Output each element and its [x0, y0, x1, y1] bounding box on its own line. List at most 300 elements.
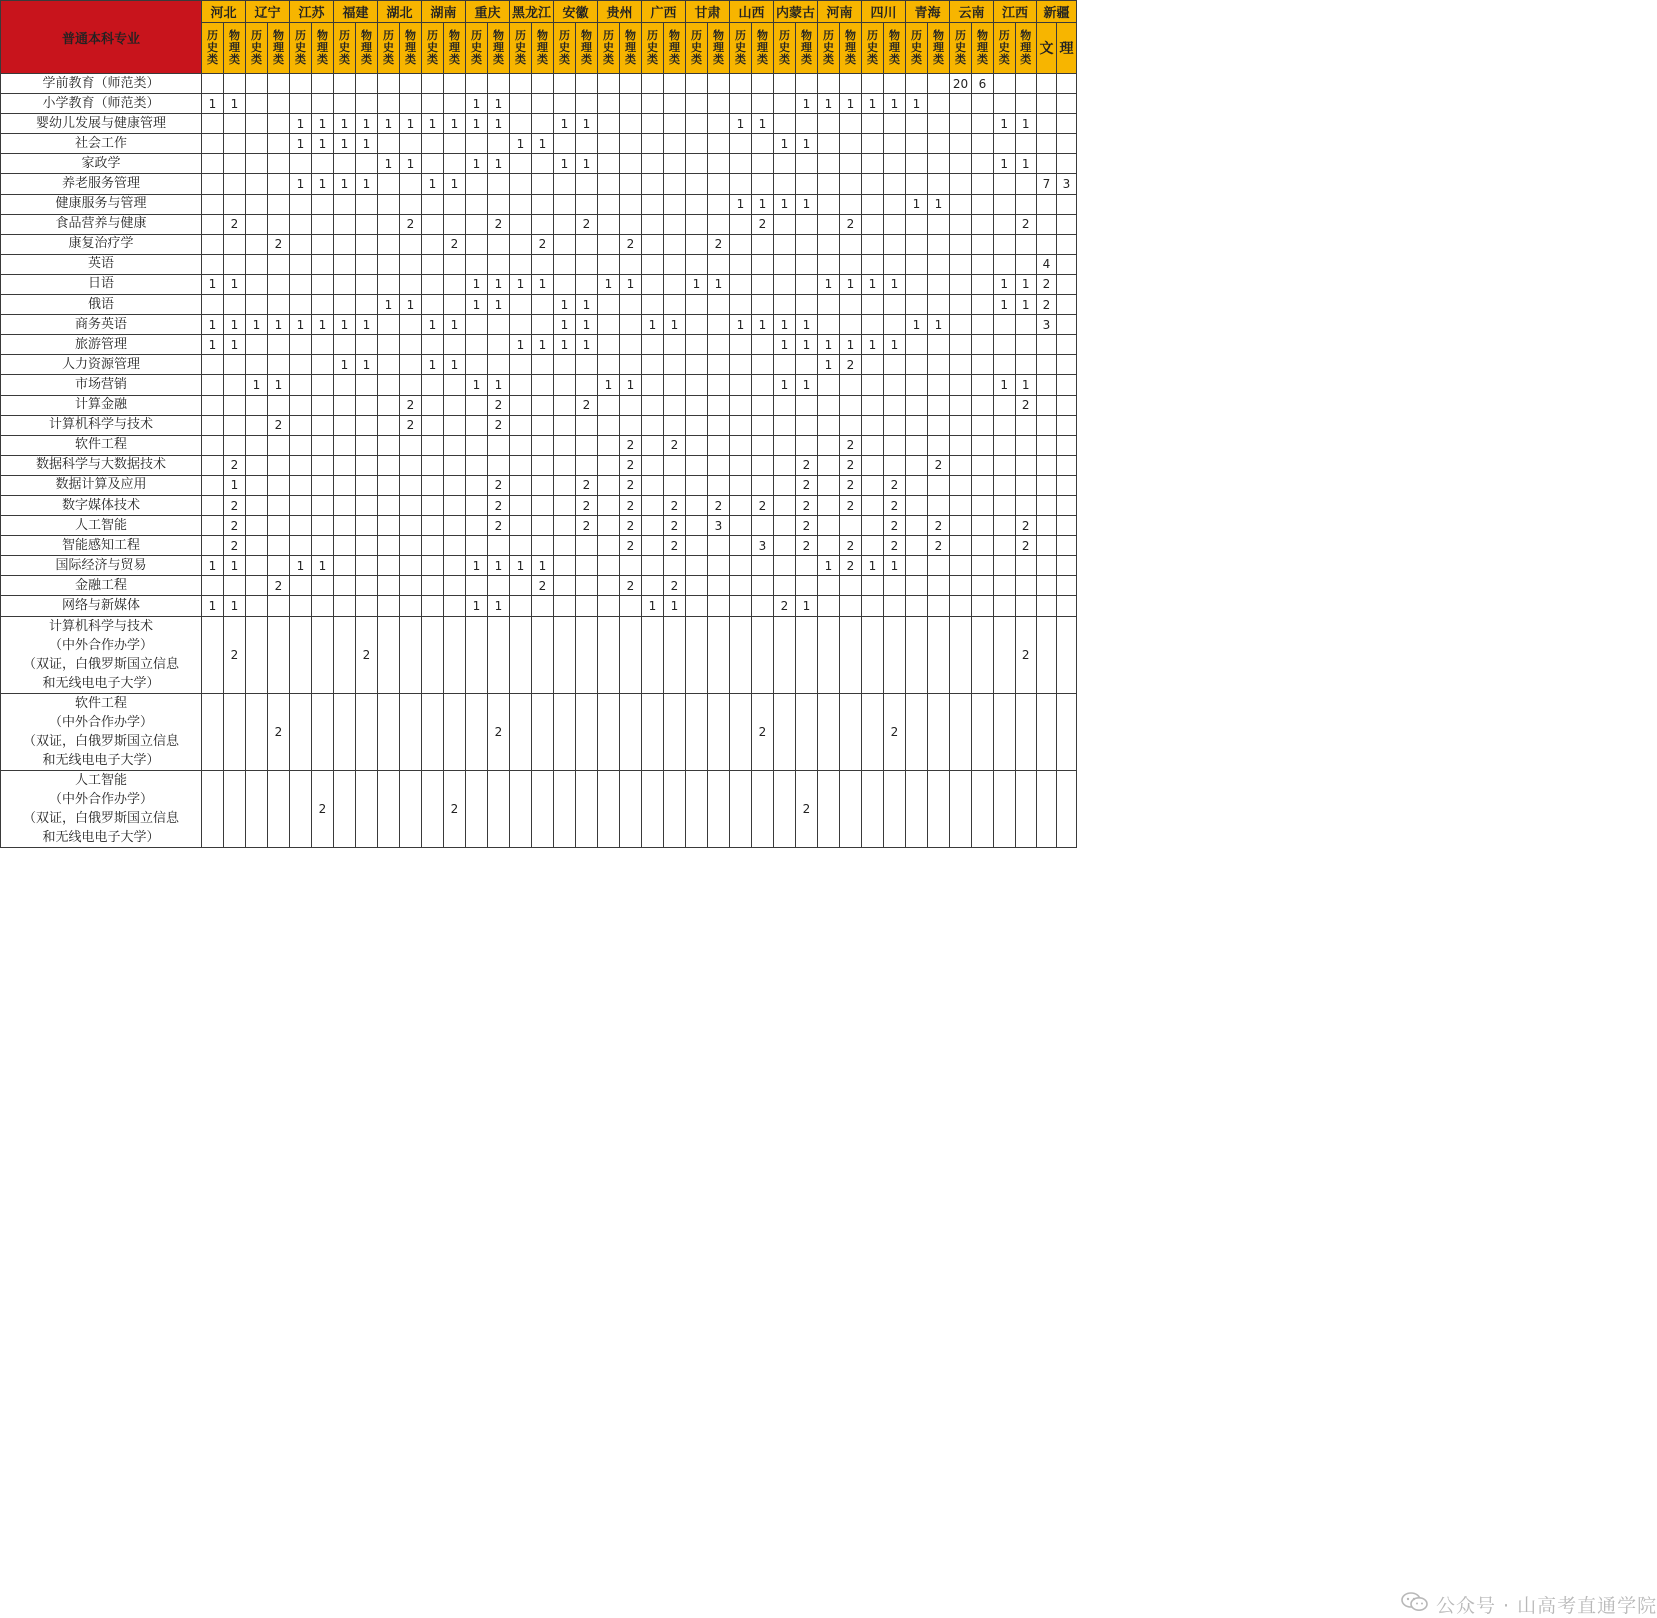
quota-cell	[1057, 214, 1077, 234]
quota-cell	[532, 616, 554, 693]
quota-cell	[708, 134, 730, 154]
quota-cell	[554, 435, 576, 455]
quota-cell	[598, 556, 620, 576]
quota-cell	[1057, 335, 1077, 355]
quota-cell	[796, 395, 818, 415]
quota-cell: 2	[840, 435, 862, 455]
quota-cell	[906, 234, 928, 254]
province-header: 山西	[730, 1, 774, 23]
quota-cell	[400, 315, 422, 335]
quota-cell	[994, 770, 1016, 847]
quota-cell	[708, 415, 730, 435]
quota-cell	[422, 596, 444, 616]
quota-cell	[268, 194, 290, 214]
quota-cell	[840, 254, 862, 274]
major-name: 计算机科学与技术	[1, 415, 202, 435]
quota-cell	[554, 616, 576, 693]
quota-cell	[730, 154, 752, 174]
quota-cell	[488, 355, 510, 375]
quota-cell: 2	[620, 435, 642, 455]
quota-cell: 2	[796, 495, 818, 515]
quota-cell	[202, 114, 224, 134]
category-header: 历 史 类	[686, 23, 708, 74]
quota-cell	[554, 455, 576, 475]
quota-cell	[928, 395, 950, 415]
quota-cell	[774, 234, 796, 254]
major-name: 学前教育（师范类）	[1, 74, 202, 94]
quota-cell	[444, 395, 466, 415]
quota-cell	[532, 194, 554, 214]
category-header: 历 史 类	[334, 23, 356, 74]
quota-cell	[818, 536, 840, 556]
quota-cell	[686, 254, 708, 274]
quota-cell: 1	[598, 274, 620, 294]
quota-cell: 2	[884, 475, 906, 495]
quota-cell	[906, 274, 928, 294]
quota-cell	[1057, 435, 1077, 455]
quota-cell	[378, 335, 400, 355]
quota-cell: 1	[510, 274, 532, 294]
quota-cell	[906, 556, 928, 576]
quota-cell	[1057, 234, 1077, 254]
quota-cell	[290, 495, 312, 515]
quota-cell: 2	[620, 536, 642, 556]
quota-cell: 2	[224, 516, 246, 536]
quota-cell	[950, 295, 972, 315]
quota-cell: 2	[1015, 395, 1037, 415]
quota-cell	[312, 693, 334, 770]
quota-cell: 1	[818, 274, 840, 294]
quota-cell	[752, 415, 774, 435]
quota-cell	[400, 475, 422, 495]
quota-cell: 2	[576, 495, 598, 515]
quota-cell	[598, 395, 620, 415]
quota-cell	[686, 770, 708, 847]
quota-cell: 1	[202, 335, 224, 355]
quota-cell	[950, 576, 972, 596]
quota-cell	[1015, 234, 1037, 254]
quota-cell	[422, 94, 444, 114]
quota-cell	[686, 455, 708, 475]
quota-cell	[796, 234, 818, 254]
quota-cell	[752, 234, 774, 254]
quota-cell: 1	[466, 154, 488, 174]
quota-cell	[510, 770, 532, 847]
quota-cell	[312, 254, 334, 274]
quota-cell	[642, 395, 664, 415]
quota-cell	[444, 616, 466, 693]
province-header: 广西	[642, 1, 686, 23]
quota-cell	[686, 194, 708, 214]
quota-cell	[224, 395, 246, 415]
quota-cell	[730, 415, 752, 435]
quota-cell	[422, 254, 444, 274]
category-header: 历 史 类	[774, 23, 796, 74]
quota-cell	[774, 576, 796, 596]
quota-cell: 1	[774, 335, 796, 355]
quota-cell	[202, 415, 224, 435]
quota-cell	[224, 234, 246, 254]
quota-cell	[598, 415, 620, 435]
quota-cell	[972, 415, 994, 435]
quota-cell	[972, 154, 994, 174]
quota-cell: 1	[796, 375, 818, 395]
quota-cell	[994, 214, 1016, 234]
quota-cell	[884, 154, 906, 174]
quota-cell	[1037, 596, 1057, 616]
table-row	[1, 616, 1077, 693]
quota-cell	[532, 355, 554, 375]
quota-cell	[774, 254, 796, 274]
quota-cell: 1	[1015, 295, 1037, 315]
province-header: 重庆	[466, 1, 510, 23]
quota-cell	[972, 435, 994, 455]
quota-cell	[246, 134, 268, 154]
quota-cell	[598, 154, 620, 174]
quota-cell	[752, 74, 774, 94]
quota-cell	[906, 455, 928, 475]
quota-cell	[532, 536, 554, 556]
quota-cell	[202, 455, 224, 475]
quota-cell: 1	[796, 134, 818, 154]
quota-cell: 1	[510, 134, 532, 154]
quota-cell	[840, 375, 862, 395]
quota-cell	[554, 395, 576, 415]
quota-cell	[840, 596, 862, 616]
quota-cell: 1	[576, 315, 598, 335]
quota-cell	[246, 174, 268, 194]
quota-cell	[466, 495, 488, 515]
quota-cell	[642, 94, 664, 114]
quota-cell	[620, 214, 642, 234]
quota-cell	[246, 254, 268, 274]
quota-cell	[840, 576, 862, 596]
quota-cell	[818, 770, 840, 847]
quota-cell	[840, 74, 862, 94]
quota-cell	[686, 435, 708, 455]
quota-cell: 20	[950, 74, 972, 94]
quota-cell	[532, 375, 554, 395]
quota-cell	[1057, 455, 1077, 475]
quota-cell	[840, 516, 862, 536]
quota-cell	[730, 355, 752, 375]
quota-cell	[664, 693, 686, 770]
quota-cell	[818, 315, 840, 335]
quota-cell: 1	[246, 375, 268, 395]
quota-cell: 1	[708, 274, 730, 294]
quota-cell	[928, 596, 950, 616]
quota-cell: 2	[752, 214, 774, 234]
quota-cell	[246, 770, 268, 847]
quota-cell	[840, 174, 862, 194]
quota-cell	[752, 274, 774, 294]
category-header: 物 理 类	[752, 23, 774, 74]
category-header: 历 史 类	[554, 23, 576, 74]
quota-cell	[994, 395, 1016, 415]
quota-cell	[576, 375, 598, 395]
quota-cell	[334, 274, 356, 294]
major-name: 家政学	[1, 154, 202, 174]
quota-cell	[400, 455, 422, 475]
quota-cell	[664, 94, 686, 114]
quota-cell	[620, 596, 642, 616]
quota-cell	[422, 214, 444, 234]
quota-cell	[796, 274, 818, 294]
quota-cell	[510, 415, 532, 435]
quota-cell	[356, 154, 378, 174]
quota-cell	[422, 295, 444, 315]
quota-cell	[532, 94, 554, 114]
quota-cell	[224, 154, 246, 174]
quota-cell	[1057, 74, 1077, 94]
quota-cell	[246, 154, 268, 174]
quota-cell	[466, 194, 488, 214]
quota-cell	[554, 596, 576, 616]
quota-cell	[818, 516, 840, 536]
quota-cell	[400, 134, 422, 154]
quota-cell	[686, 74, 708, 94]
quota-cell	[950, 114, 972, 134]
category-header: 理	[1057, 23, 1077, 74]
quota-cell	[422, 556, 444, 576]
quota-cell	[312, 596, 334, 616]
quota-cell: 2	[576, 516, 598, 536]
quota-cell	[774, 536, 796, 556]
quota-cell	[356, 536, 378, 556]
quota-cell	[334, 616, 356, 693]
quota-cell	[422, 395, 444, 415]
quota-cell	[906, 576, 928, 596]
quota-cell	[884, 114, 906, 134]
quota-cell	[752, 174, 774, 194]
quota-cell	[1037, 214, 1057, 234]
quota-cell: 1	[334, 315, 356, 335]
category-header: 文	[1037, 23, 1057, 74]
quota-cell	[356, 254, 378, 274]
quota-cell	[466, 234, 488, 254]
quota-cell	[246, 475, 268, 495]
quota-cell	[818, 375, 840, 395]
quota-cell	[752, 154, 774, 174]
quota-cell	[224, 415, 246, 435]
quota-cell	[356, 455, 378, 475]
quota-cell	[664, 254, 686, 274]
quota-cell	[400, 556, 422, 576]
quota-cell	[818, 415, 840, 435]
quota-cell	[928, 335, 950, 355]
quota-cell	[994, 455, 1016, 475]
category-header: 物 理 类	[972, 23, 994, 74]
quota-cell	[686, 315, 708, 335]
quota-cell	[752, 596, 774, 616]
quota-cell	[664, 616, 686, 693]
quota-cell	[554, 556, 576, 576]
quota-cell: 2	[312, 770, 334, 847]
quota-cell: 1	[488, 114, 510, 134]
quota-cell: 1	[532, 274, 554, 294]
quota-cell	[818, 576, 840, 596]
quota-cell	[642, 194, 664, 214]
quota-cell: 1	[224, 335, 246, 355]
quota-cell	[224, 295, 246, 315]
quota-cell	[202, 154, 224, 174]
quota-cell: 1	[224, 556, 246, 576]
quota-cell	[422, 74, 444, 94]
quota-cell	[620, 134, 642, 154]
quota-cell	[598, 495, 620, 515]
quota-cell	[796, 556, 818, 576]
quota-cell	[642, 234, 664, 254]
quota-cell	[510, 475, 532, 495]
quota-cell: 1	[554, 154, 576, 174]
quota-cell	[356, 375, 378, 395]
quota-cell	[554, 495, 576, 515]
quota-cell	[356, 74, 378, 94]
quota-cell	[642, 114, 664, 134]
major-name: 健康服务与管理	[1, 194, 202, 214]
quota-cell	[290, 234, 312, 254]
quota-cell: 1	[796, 94, 818, 114]
quota-cell	[840, 395, 862, 415]
quota-cell	[686, 174, 708, 194]
province-header: 湖南	[422, 1, 466, 23]
quota-cell	[884, 194, 906, 214]
quota-cell	[532, 174, 554, 194]
quota-cell	[950, 395, 972, 415]
quota-cell	[796, 295, 818, 315]
quota-cell	[642, 415, 664, 435]
province-header: 福建	[334, 1, 378, 23]
major-name: 社会工作	[1, 134, 202, 154]
quota-cell	[246, 94, 268, 114]
quota-cell	[730, 74, 752, 94]
quota-cell	[972, 134, 994, 154]
quota-cell	[906, 355, 928, 375]
quota-cell: 1	[1015, 274, 1037, 294]
quota-cell	[642, 214, 664, 234]
quota-cell: 2	[576, 214, 598, 234]
quota-cell: 2	[268, 693, 290, 770]
quota-cell	[356, 435, 378, 455]
quota-cell: 1	[224, 315, 246, 335]
quota-cell	[488, 435, 510, 455]
quota-cell	[972, 295, 994, 315]
quota-cell: 1	[224, 596, 246, 616]
quota-cell	[752, 475, 774, 495]
quota-cell	[422, 516, 444, 536]
quota-cell	[994, 415, 1016, 435]
quota-cell	[1057, 415, 1077, 435]
quota-cell	[620, 616, 642, 693]
quota-cell	[972, 536, 994, 556]
quota-cell	[290, 475, 312, 495]
quota-cell	[928, 154, 950, 174]
quota-cell	[862, 770, 884, 847]
quota-cell	[224, 74, 246, 94]
quota-cell: 1	[1015, 375, 1037, 395]
quota-cell	[620, 355, 642, 375]
major-name: 人工智能 （中外合作办学） （双证，白俄罗斯国立信息 和无线电电子大学）	[1, 770, 202, 847]
quota-cell	[708, 154, 730, 174]
quota-cell	[334, 596, 356, 616]
quota-cell	[1037, 134, 1057, 154]
quota-cell	[444, 596, 466, 616]
quota-cell	[356, 556, 378, 576]
table-row	[1, 495, 1077, 515]
quota-cell: 1	[334, 174, 356, 194]
quota-cell	[268, 556, 290, 576]
quota-cell	[620, 335, 642, 355]
quota-cell: 1	[598, 375, 620, 395]
quota-cell	[202, 74, 224, 94]
quota-cell	[510, 214, 532, 234]
quota-cell	[730, 214, 752, 234]
quota-cell	[994, 315, 1016, 335]
quota-cell	[730, 94, 752, 114]
quota-cell	[1057, 194, 1077, 214]
category-header: 物 理 类	[620, 23, 642, 74]
quota-cell	[466, 693, 488, 770]
quota-cell	[312, 335, 334, 355]
quota-cell: 1	[422, 174, 444, 194]
quota-cell	[532, 495, 554, 515]
quota-cell	[290, 435, 312, 455]
quota-cell	[290, 194, 312, 214]
quota-cell	[708, 596, 730, 616]
quota-cell	[906, 214, 928, 234]
quota-cell	[708, 576, 730, 596]
quota-cell	[950, 214, 972, 234]
quota-cell	[1037, 435, 1057, 455]
quota-cell	[686, 335, 708, 355]
quota-cell: 1	[488, 596, 510, 616]
quota-cell: 1	[312, 174, 334, 194]
quota-cell	[422, 415, 444, 435]
quota-cell	[686, 693, 708, 770]
quota-cell	[620, 770, 642, 847]
quota-cell: 2	[708, 495, 730, 515]
quota-cell	[972, 375, 994, 395]
quota-cell	[554, 576, 576, 596]
quota-cell: 2	[1015, 214, 1037, 234]
table-row	[1, 395, 1077, 415]
quota-cell: 1	[730, 194, 752, 214]
quota-cell: 1	[422, 315, 444, 335]
quota-cell: 1	[1015, 114, 1037, 134]
quota-cell	[444, 274, 466, 294]
quota-cell	[378, 234, 400, 254]
quota-cell	[642, 455, 664, 475]
quota-cell	[290, 154, 312, 174]
quota-cell	[224, 576, 246, 596]
quota-cell	[708, 94, 730, 114]
quota-cell	[488, 335, 510, 355]
quota-cell: 2	[400, 395, 422, 415]
quota-cell	[356, 395, 378, 415]
quota-cell	[1037, 455, 1057, 475]
quota-cell: 1	[202, 556, 224, 576]
quota-cell	[378, 616, 400, 693]
quota-cell	[884, 395, 906, 415]
quota-cell: 1	[290, 315, 312, 335]
major-name: 食品营养与健康	[1, 214, 202, 234]
quota-cell	[950, 596, 972, 616]
quota-cell	[796, 254, 818, 274]
quota-cell	[642, 536, 664, 556]
quota-cell	[642, 693, 664, 770]
quota-cell	[290, 693, 312, 770]
quota-cell	[730, 455, 752, 475]
